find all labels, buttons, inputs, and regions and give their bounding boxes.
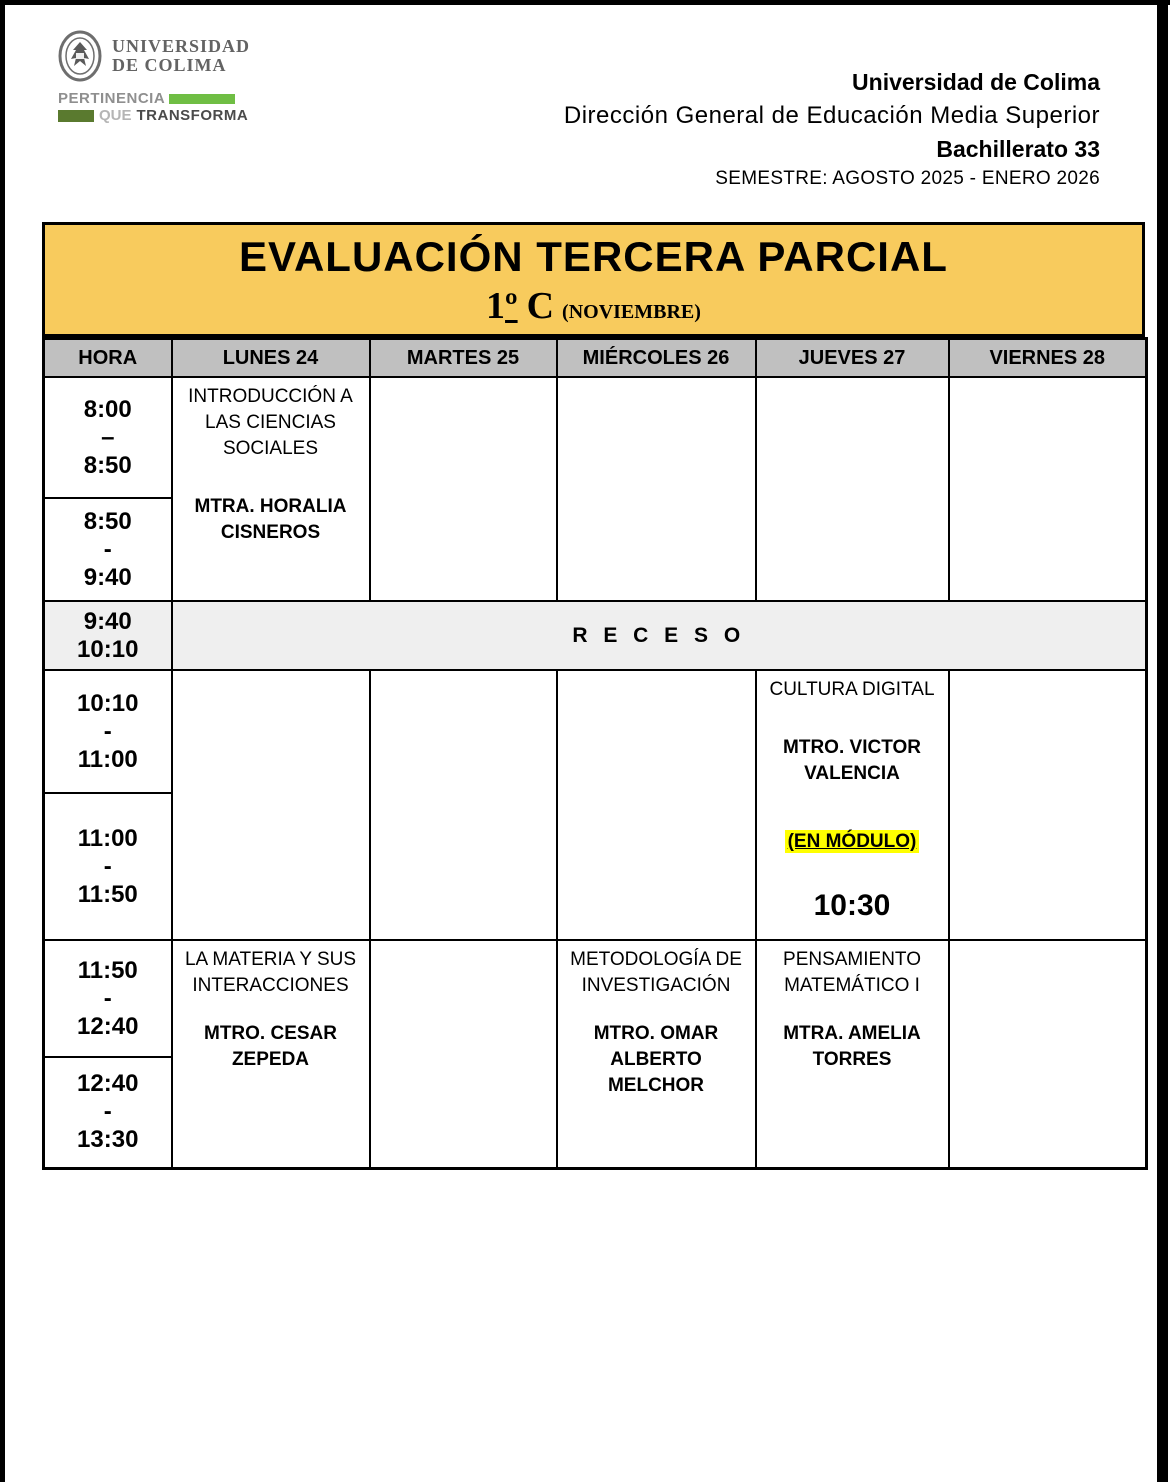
col-header-hora: HORA xyxy=(44,339,172,378)
exam-time-label: 10:30 xyxy=(813,889,891,922)
subject-label: INTRODUCCIÓN A LAS CIENCIAS SOCIALES xyxy=(188,386,353,459)
col-header-viernes: VIERNES 28 xyxy=(949,339,1147,378)
empty-cell-viernes-mid xyxy=(949,670,1147,940)
header-university: Universidad de Colima xyxy=(852,69,1100,95)
time-cell-0800-0850: 8:00 – 8:50 xyxy=(44,377,172,498)
col-header-lunes: LUNES 24 xyxy=(172,339,370,378)
col-header-jueves: JUEVES 27 xyxy=(756,339,949,378)
subject-label: CULTURA DIGITAL xyxy=(769,679,935,700)
scan-edge-top xyxy=(0,0,1170,5)
tagline-pertinencia: PERTINENCIA xyxy=(58,90,166,107)
table-row xyxy=(44,940,1147,1057)
empty-cell-viernes-am xyxy=(949,377,1147,601)
table-row xyxy=(44,377,1147,498)
banner-subtitle xyxy=(486,284,701,328)
class-cell-miercoles-metodologia xyxy=(557,940,756,1168)
teacher-label: MTRO. CESAR ZEPEDA xyxy=(204,1023,337,1070)
empty-cell-miercoles-am xyxy=(557,377,756,601)
header-direction: Dirección General de Educación Media Superior xyxy=(563,102,1100,129)
time-cell-1100-1150: 11:00 - 11:50 xyxy=(44,793,172,940)
group-label: 1º C xyxy=(486,285,555,327)
receso-cell: R E C E S O xyxy=(172,601,1147,670)
empty-cell-martes-pm xyxy=(370,940,557,1168)
table-row xyxy=(44,670,1147,793)
class-cell-jueves-cultura-digital xyxy=(756,670,949,940)
header-school: Bachillerato 33 xyxy=(936,136,1100,162)
month-label: (NOVIEMBRE) xyxy=(562,301,701,323)
empty-cell-martes-mid xyxy=(370,670,557,940)
header-row xyxy=(44,339,1147,378)
time-cell-1240-1330: 12:40 - 13:30 xyxy=(44,1057,172,1168)
subject-label: PENSAMIENTO MATEMÁTICO I xyxy=(783,949,921,996)
university-crest-icon xyxy=(58,30,102,82)
col-header-martes: MARTES 25 xyxy=(370,339,557,378)
class-cell-lunes-materia xyxy=(172,940,370,1168)
teacher-label: MTRO. VICTOR VALENCIA xyxy=(783,737,921,784)
logo-line1: UNIVERSIDAD xyxy=(112,36,251,56)
tagline-transforma: TRANSFORMA xyxy=(136,107,249,124)
class-cell-lunes-intro-sociales xyxy=(172,377,370,601)
empty-cell-viernes-pm xyxy=(949,940,1147,1168)
logo-line2: DE COLIMA xyxy=(112,55,227,75)
teacher-label: MTRA. HORALIA CISNEROS xyxy=(194,496,347,543)
time-cell-1010-1100: 10:10 - 11:00 xyxy=(44,670,172,793)
scan-edge-left xyxy=(0,0,5,1482)
empty-cell-jueves-am xyxy=(756,377,949,601)
time-cell-receso: 9:40 10:10 xyxy=(44,601,172,670)
empty-cell-lunes-mid xyxy=(172,670,370,940)
subject-label: LA MATERIA Y SUS INTERACCIONES xyxy=(184,949,357,996)
teacher-label: MTRO. OMAR ALBERTO MELCHOR xyxy=(593,1023,719,1096)
empty-cell-miercoles-mid xyxy=(557,670,756,940)
module-note: (EN MÓDULO) xyxy=(785,831,920,853)
schedule-table xyxy=(42,337,1148,1170)
scan-edge-right xyxy=(1157,0,1168,1482)
header-semester: SEMESTRE: AGOSTO 2025 - ENERO 2026 xyxy=(715,168,1100,189)
logo-wordmark xyxy=(112,37,250,75)
teacher-label: MTRA. AMELIA TORRES xyxy=(783,1023,921,1070)
class-cell-jueves-pensamiento xyxy=(756,940,949,1168)
tagline-bar-light-green xyxy=(169,94,235,104)
col-header-miercoles: MIÉRCOLES 26 xyxy=(557,339,756,378)
empty-cell-martes-am xyxy=(370,377,557,601)
tagline-bar-dark-green xyxy=(58,110,94,122)
logo-tagline xyxy=(58,91,318,123)
tagline-que: QUE xyxy=(99,107,132,124)
subject-label: METODOLOGÍA DE INVESTIGACIÓN xyxy=(570,949,742,996)
banner-title: EVALUACIÓN TERCERA PARCIAL xyxy=(239,233,948,280)
university-logo xyxy=(58,30,318,123)
document-header xyxy=(564,66,1100,193)
time-cell-1150-1240: 11:50 - 12:40 xyxy=(44,940,172,1057)
receso-row xyxy=(44,601,1147,670)
title-banner xyxy=(42,222,1145,337)
time-cell-0850-0940: 8:50 - 9:40 xyxy=(44,498,172,601)
